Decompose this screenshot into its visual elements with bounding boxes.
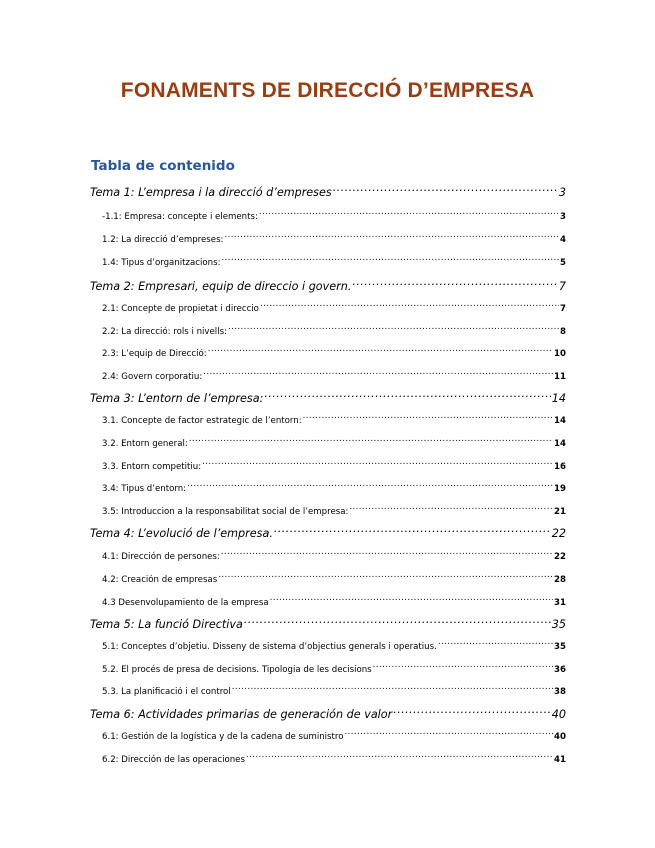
toc-dot-leader [246,753,553,762]
toc-dot-leader [373,663,553,672]
toc-entry-label: 4.2: Creación de empresas [102,575,218,585]
toc-dot-leader [303,414,553,423]
toc-entry-label: Tema 1: L’empresa i la direcció d’empreses [90,186,332,200]
toc-section-entry[interactable] [102,482,566,496]
toc-entry-label: -1.1: Empresa: concepte i elements: [102,212,258,222]
toc-chapter-entry[interactable] [90,185,566,201]
toc-dot-leader [438,640,553,649]
toc-page-number: 14 [554,416,566,426]
toc-entry-label: Tema 2: Empresari, equip de direccio i govern. [90,280,352,294]
toc-chapter-entry[interactable] [90,707,566,723]
toc-dot-leader [260,302,559,311]
toc-dot-leader [228,325,559,334]
toc-section-entry[interactable] [102,437,566,451]
toc-page-number: 14 [554,439,566,449]
toc-dot-leader [264,391,550,402]
toc-page-number: 35 [551,618,566,632]
toc-section-entry[interactable] [102,256,566,270]
toc-dot-leader [244,617,551,628]
toc-chapter-entry[interactable] [90,526,566,542]
toc-dot-leader [222,256,560,265]
toc-section-entry[interactable] [102,753,566,767]
toc-page-number: 5 [560,258,566,268]
toc-section-entry[interactable] [102,685,566,699]
toc-dot-leader [333,185,558,196]
toc-section-entry[interactable] [102,596,566,610]
toc-dot-leader [270,596,553,605]
toc-page-number: 35 [554,642,566,652]
toc-entry-label: 1.2: La direcció d’empreses: [102,235,224,245]
toc-entry-label: 4.3 Desenvolupamiento de la empresa [102,598,269,608]
toc-section-entry[interactable] [102,370,566,384]
toc-dot-leader [352,279,557,290]
toc-dot-leader [202,460,553,469]
toc-dot-leader [218,573,553,582]
toc-page-number: 16 [554,462,566,472]
toc-page-number: 8 [560,327,566,337]
toc-heading: Tabla de contenido [91,158,235,174]
toc-dot-leader [232,685,553,694]
toc-page-number: 21 [554,507,566,517]
toc-dot-leader [208,347,553,356]
toc-section-entry[interactable] [102,347,566,361]
toc-entry-label: 2.1: Concepte de propietat i direccio [102,304,259,314]
toc-section-entry[interactable] [102,573,566,587]
toc-section-entry[interactable] [102,663,566,677]
toc-entry-label: 4.1: Dirección de persones: [102,552,220,562]
toc-page-number: 28 [554,575,566,585]
toc-dot-leader [221,550,553,559]
toc-dot-leader [189,437,553,446]
toc-page-number: 31 [554,598,566,608]
toc-section-entry[interactable] [102,505,566,519]
toc-entry-label: Tema 6: Actividades primarias de generación de valor [90,708,393,722]
toc-entry-label: 3.5: Introduccion a la responsabilitat social de l’empresa: [102,507,349,517]
toc-dot-leader [393,707,551,718]
toc-entry-label: 3.1. Concepte de factor estrategic de l’entorn: [102,416,302,426]
toc-section-entry[interactable] [102,233,566,247]
toc-page-number: 40 [551,708,566,722]
toc-page-number: 41 [554,755,566,765]
toc-page-number: 22 [554,552,566,562]
toc-page-number: 7 [558,280,566,294]
toc-page-number: 40 [554,732,566,742]
toc-chapter-entry[interactable] [90,279,566,295]
toc-dot-leader [259,210,559,219]
toc-section-entry[interactable] [102,550,566,564]
toc-entry-label: 5.2. El procés de presa de decisions. Tipologia de les decisions [102,665,372,675]
toc-page-number: 4 [560,235,566,245]
document-title: FONAMENTS DE DIRECCIÓ D’EMPRESA [120,79,535,102]
toc-section-entry[interactable] [102,210,566,224]
toc-page-number: 36 [554,665,566,675]
toc-page-number: 19 [554,484,566,494]
toc-section-entry[interactable] [102,414,566,428]
toc-entry-label: Tema 4: L’evolució de l’empresa. [90,527,273,541]
toc-entry-label: 2.3: L’equip de Direcció: [102,349,207,359]
toc-dot-leader [274,526,551,537]
toc-entry-label: 3.3. Entorn competitiu: [102,462,202,472]
toc-dot-leader [345,730,554,739]
toc-section-entry[interactable] [102,730,566,744]
toc-section-entry[interactable] [102,302,566,316]
toc-page-number: 38 [554,687,566,697]
toc-entry-label: 2.4: Govern corporatiu: [102,372,203,382]
toc-dot-leader [187,482,553,491]
toc-section-entry[interactable] [102,460,566,474]
toc-entry-label: 2.2: La direcció: rols i nivells: [102,327,227,337]
toc-section-entry[interactable] [102,640,566,654]
toc-page-number: 11 [554,372,566,382]
toc-entry-label: 1.4: Tipus d’organitzacions: [102,258,221,268]
toc-entry-label: Tema 3: L’entorn de l’empresa: [90,392,264,406]
toc-entry-label: 3.2. Entorn general: [102,439,188,449]
toc-dot-leader [224,233,559,242]
toc-entry-label: 3.4: Tipus d’entorn: [102,484,187,494]
toc-page-number: 22 [551,527,566,541]
toc-entry-label: 6.1: Gestión de la logística y de la cadena de suministro [102,732,344,742]
toc-dot-leader [203,370,553,379]
toc-page-number: 14 [551,392,566,406]
toc-page-number: 3 [558,186,566,200]
toc-entry-label: 6.2: Dirección de las operaciones [102,755,245,765]
toc-dot-leader [349,505,553,514]
toc-chapter-entry[interactable] [90,617,566,633]
toc-section-entry[interactable] [102,325,566,339]
toc-page-number: 3 [560,212,566,222]
toc-page-number: 7 [560,304,566,314]
toc-page-number: 10 [554,349,566,359]
toc-entry-label: 5.1: Conceptes d’objetiu. Disseny de sistema d’objectius generals i operatius. [102,642,437,652]
toc-entry-label: Tema 5: La funció Directiva [90,618,243,632]
toc-chapter-entry[interactable] [90,391,566,407]
toc-entry-label: 5.3. La planificació i el control [102,687,231,697]
